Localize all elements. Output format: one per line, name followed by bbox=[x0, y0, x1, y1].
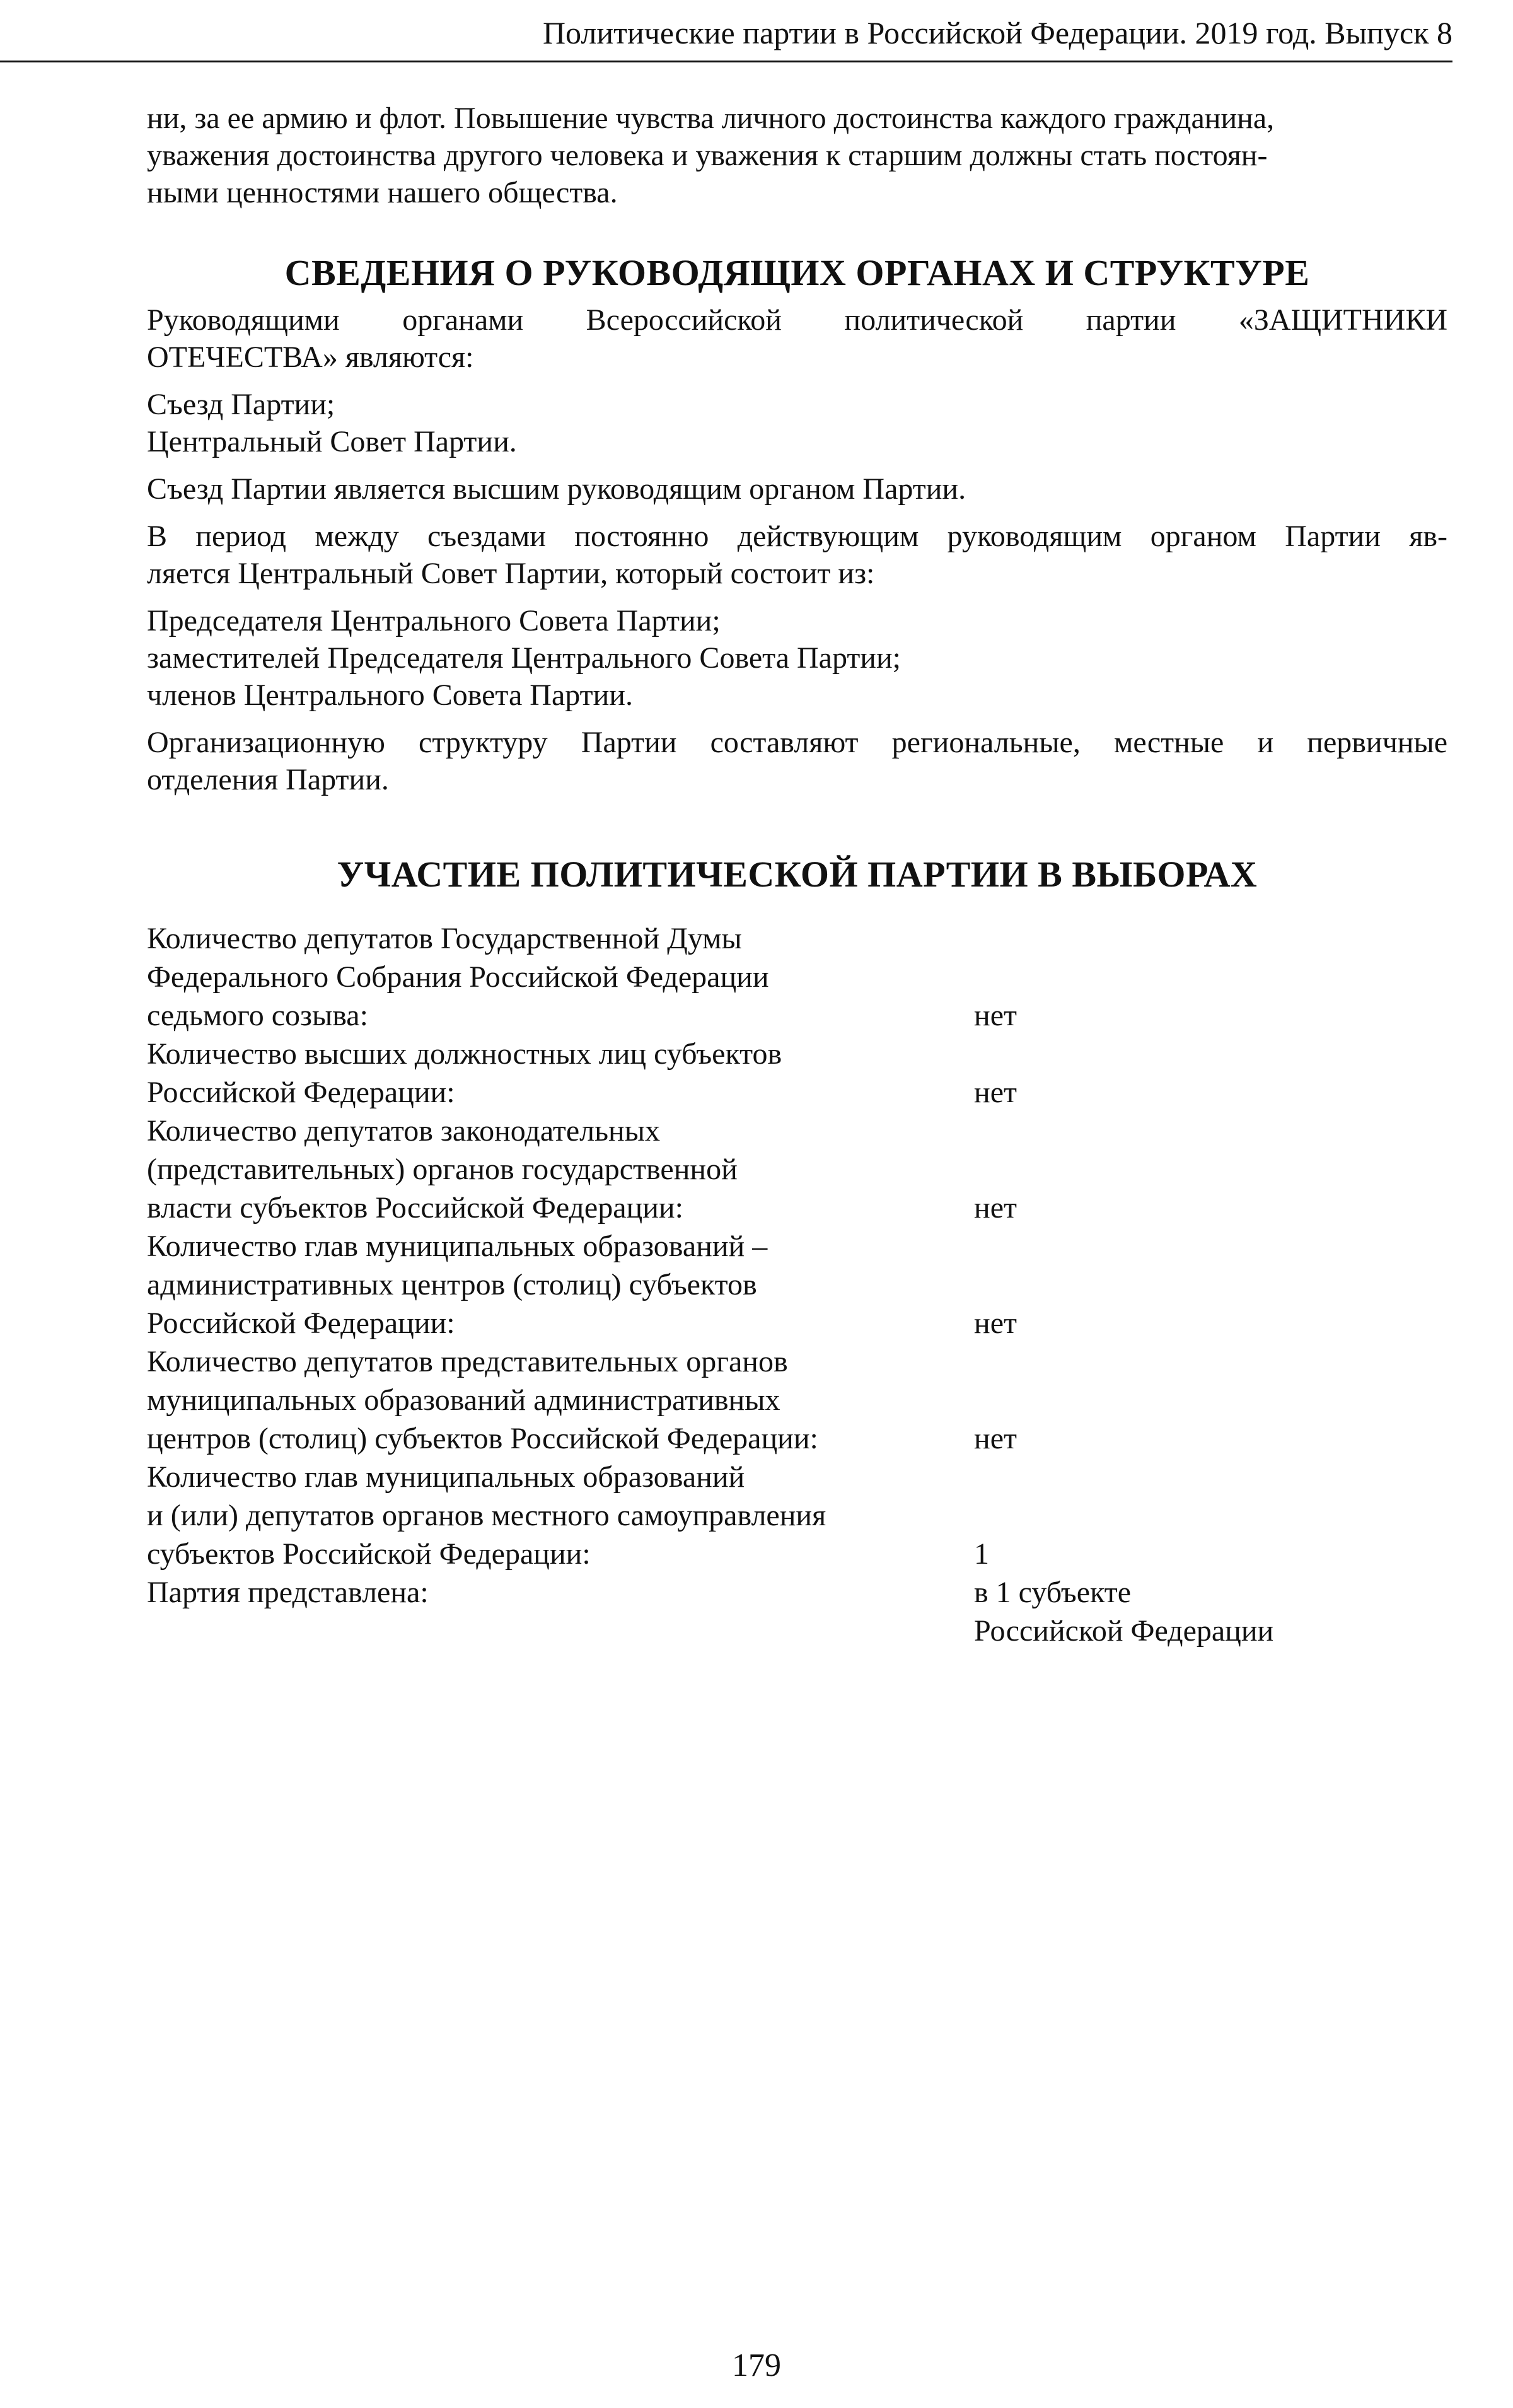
text-line: членов Центрального Совета Партии. bbox=[147, 678, 633, 712]
text-line: Количество депутатов представительных органов bbox=[147, 1345, 788, 1378]
paragraph bbox=[147, 386, 1447, 460]
running-header: Политические партии в Российской Федерации. 2019 год. Выпуск 8 bbox=[542, 15, 1452, 50]
text-line: Российской Федерации: bbox=[147, 1306, 455, 1340]
text-line: Количество депутатов законодательных bbox=[147, 1114, 660, 1148]
page-number: 179 bbox=[732, 2347, 781, 2383]
stat-row bbox=[147, 1035, 1345, 1112]
stat-label bbox=[147, 1035, 974, 1112]
stat-row bbox=[147, 1458, 1345, 1573]
text-line: Российской Федерации bbox=[974, 1614, 1274, 1648]
stat-value bbox=[974, 1073, 1345, 1112]
text-line: Организационную структуру Партии составляют региональные, местные и первичные bbox=[147, 726, 1447, 759]
stat-row bbox=[147, 1342, 1345, 1458]
text-line: ными ценностями нашего общества. bbox=[147, 176, 618, 209]
text-line: ни, за ее армию и флот. Повышение чувства личного достоинства каждого гражданина, bbox=[147, 102, 1275, 135]
section-heading-elections: УЧАСТИЕ ПОЛИТИЧЕСКОЙ ПАРТИИ В ВЫБОРАХ bbox=[337, 854, 1258, 895]
stat-label bbox=[147, 1112, 974, 1227]
paragraph bbox=[147, 724, 1447, 798]
stat-row bbox=[147, 1573, 1345, 1650]
election-stats-table bbox=[147, 919, 1345, 1650]
text-line: нет bbox=[974, 1306, 1017, 1340]
text-line: 1 bbox=[974, 1537, 989, 1571]
stat-label bbox=[147, 1227, 974, 1342]
stat-value bbox=[974, 1189, 1345, 1227]
text-line: ОТЕЧЕСТВА» являются: bbox=[147, 340, 474, 374]
paragraph bbox=[147, 470, 1447, 508]
text-line: нет bbox=[974, 999, 1017, 1032]
stat-row bbox=[147, 919, 1345, 1035]
stat-label bbox=[147, 919, 974, 1035]
text-line: Количество депутатов Государственной Думы bbox=[147, 922, 742, 955]
header-rule bbox=[0, 61, 1452, 62]
text-line: Федерального Собрания Российской Федерации bbox=[147, 960, 769, 994]
text-line: Количество глав муниципальных образований – bbox=[147, 1230, 768, 1263]
paragraph bbox=[147, 301, 1447, 376]
stat-value bbox=[974, 1304, 1345, 1342]
text-line: Количество глав муниципальных образований bbox=[147, 1460, 745, 1494]
text-line: Центральный Совет Партии. bbox=[147, 425, 517, 458]
text-line: Съезд Партии является высшим руководящим органом Партии. bbox=[147, 472, 966, 506]
text-line: и (или) депутатов органов местного самоуправления bbox=[147, 1499, 826, 1532]
text-line: ляется Центральный Совет Партии, который состоит из: bbox=[147, 557, 875, 590]
text-line: заместителей Председателя Центрального Совета Партии; bbox=[147, 641, 901, 675]
paragraph bbox=[147, 518, 1447, 592]
stat-label bbox=[147, 1342, 974, 1458]
stat-value bbox=[974, 996, 1345, 1035]
stat-value bbox=[974, 1573, 1345, 1650]
text-line: в 1 субъекте bbox=[974, 1576, 1132, 1609]
text-line: Съезд Партии; bbox=[147, 388, 335, 421]
text-line: седьмого созыва: bbox=[147, 999, 368, 1032]
text-line: центров (столиц) субъектов Российской Федерации: bbox=[147, 1422, 818, 1455]
text-line: Руководящими органами Всероссийской политической партии «ЗАЩИТНИКИ bbox=[147, 303, 1447, 337]
text-line: Партия представлена: bbox=[147, 1576, 429, 1609]
text-line: Количество высших должностных лиц субъектов bbox=[147, 1037, 782, 1071]
text-line: власти субъектов Российской Федерации: bbox=[147, 1191, 683, 1224]
text-line: Председателя Центрального Совета Партии; bbox=[147, 604, 721, 637]
stat-value bbox=[974, 1419, 1345, 1458]
stat-row bbox=[147, 1112, 1345, 1227]
text-line: (представительных) органов государственной bbox=[147, 1153, 738, 1186]
governance-section bbox=[147, 301, 1447, 808]
stat-label bbox=[147, 1458, 974, 1573]
text-line: нет bbox=[974, 1422, 1017, 1455]
text-line: субъектов Российской Федерации: bbox=[147, 1537, 591, 1571]
text-line: уважения достоинства другого человека и уважения к старшим должны стать постоян- bbox=[147, 139, 1268, 172]
paragraph bbox=[147, 602, 1447, 714]
text-line: нет bbox=[974, 1076, 1017, 1109]
text-line: Российской Федерации: bbox=[147, 1076, 455, 1109]
stat-value bbox=[974, 1535, 1345, 1573]
stat-row bbox=[147, 1227, 1345, 1342]
section-heading-governance: СВЕДЕНИЯ О РУКОВОДЯЩИХ ОРГАНАХ И СТРУКТУРЕ bbox=[284, 252, 1310, 293]
text-line: муниципальных образований административных bbox=[147, 1383, 780, 1417]
intro-paragraph bbox=[147, 100, 1447, 211]
stat-label bbox=[147, 1573, 974, 1612]
text-line: отделения Партии. bbox=[147, 763, 389, 796]
text-line: В период между съездами постоянно действующим руководящим органом Партии яв- bbox=[147, 520, 1447, 553]
text-line: административных центров (столиц) субъектов bbox=[147, 1268, 757, 1301]
text-line: нет bbox=[974, 1191, 1017, 1224]
